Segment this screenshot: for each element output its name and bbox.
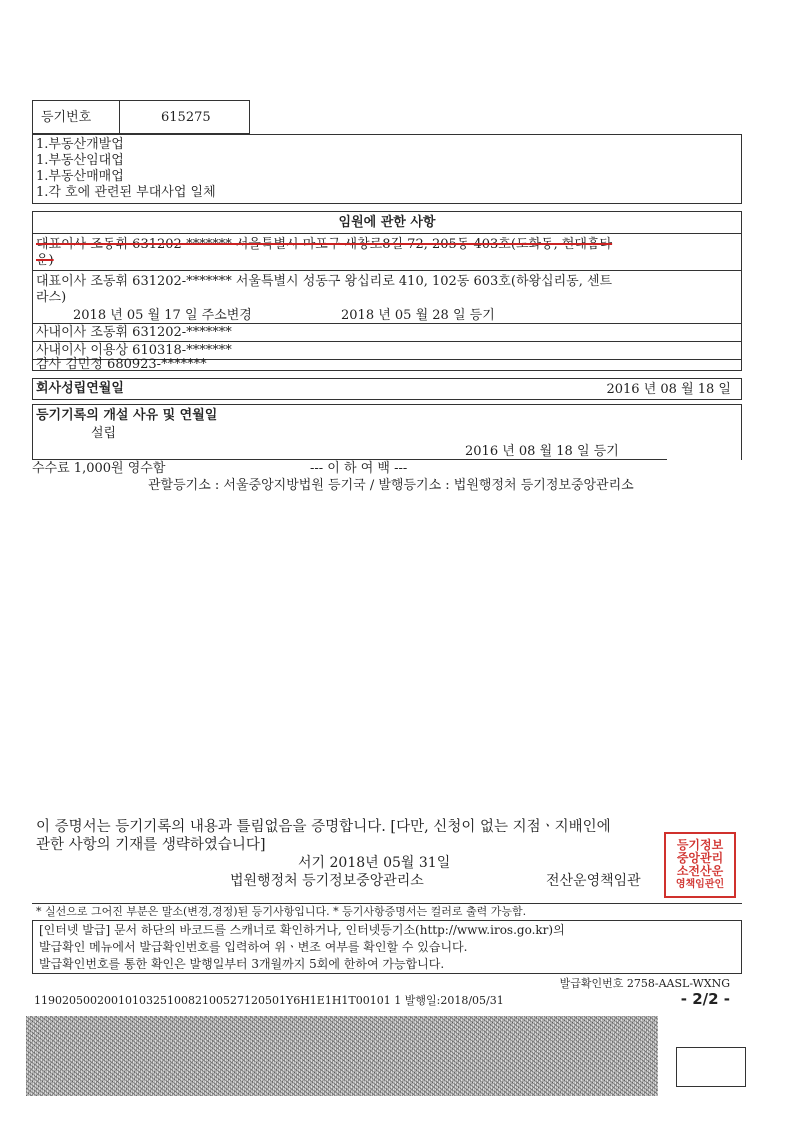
2d-barcode <box>26 1016 658 1096</box>
responsible-officer: 전산운영책임관 <box>546 873 641 889</box>
establishment-date: 2016 년 08 월 18 일 <box>606 382 731 397</box>
blank-marker: --- 이 하 여 백 --- <box>310 461 408 476</box>
struck-officer-line-cont: 운) <box>36 253 54 268</box>
issuing-office: 법원행정처 등기정보중앙관리소 <box>230 873 424 889</box>
record-date: 2016 년 08 월 18 일 등기 <box>465 444 619 459</box>
seal-text: 소전산운 <box>676 864 724 878</box>
registry-number: 615275 <box>161 110 211 125</box>
registry-label: 등기번호 <box>41 110 92 125</box>
divider <box>32 903 742 904</box>
officers-box <box>32 211 742 371</box>
seal-text: 중앙관리 <box>676 851 724 865</box>
officers-heading: 임원에 관한 사항 <box>338 215 436 230</box>
barcode-corner-box <box>676 1047 746 1087</box>
certification-line: 이 증명서는 등기기록의 내용과 틀림없음을 증명합니다. [다만, 신청이 없는 지점ㆍ지배인에 <box>36 819 611 835</box>
page-number: - 2/2 - <box>680 990 730 1008</box>
purpose-item: 1.부동산매매업 <box>36 169 124 184</box>
certification-line-cont: 관한 사항의 기재를 생략하였습니다] <box>36 837 266 853</box>
purpose-item: 1.부동산임대업 <box>36 153 124 168</box>
internet-notice-box <box>32 920 742 974</box>
record-label: 등기기록의 개설 사유 및 연월일 <box>36 408 218 423</box>
director-line: 사내이사 조동휘 631202-******* <box>36 325 232 340</box>
divider <box>33 233 741 234</box>
divider <box>32 459 667 460</box>
rep-director-line-cont: 라스) <box>36 290 67 305</box>
struck-officer-line: 대표이사 조동휘 631202-******* 서울특별시 마포구 새창로8길 72, 205동 403호(도화동, 현대홈타 <box>36 237 613 252</box>
purpose-item: 1.각 호에 관련된 부대사업 일체 <box>36 185 216 200</box>
divider <box>33 323 741 324</box>
registry-offices: 관할등기소 : 서울중앙지방법원 등기국 / 발행등기소 : 법원행정처 등기정보중앙관리소 <box>148 478 634 493</box>
divider <box>33 270 741 271</box>
rep-director-line: 대표이사 조동휘 631202-******* 서울특별시 성동구 왕십리로 410, 102동 603호(하왕십리동, 센트 <box>36 274 613 289</box>
auditor-line: 감사 김민정 680923-******* <box>36 357 207 372</box>
registry-number-box <box>32 100 250 134</box>
address-change-registration: 2018 년 05 월 28 일 등기 <box>341 308 495 323</box>
record-reason: 설립 <box>91 426 117 441</box>
purposes-box <box>32 134 742 204</box>
document-code: 119020500200101032510082100527120501Y6H1E1H1T00101 1 발행일:2018/05/31 <box>34 994 504 1007</box>
establishment-box <box>32 378 742 400</box>
seal-text: 영책임관인 <box>675 879 725 890</box>
record-box <box>32 404 742 460</box>
strike-note: * 실선으로 그어진 부분은 말소(변경,경정)된 등기사항입니다. * 등기사항증명서는 컬러로 출력 가능함. <box>36 905 527 918</box>
purpose-item: 1.부동산개발업 <box>36 137 124 152</box>
issue-confirmation-number: 발급확인번호 2758-AASL-WXNG <box>559 977 730 990</box>
certification-block <box>36 818 748 906</box>
address-change-date: 2018 년 05 월 17 일 주소변경 <box>73 308 252 323</box>
official-seal-stamp <box>664 832 736 898</box>
internet-notice-line: 발급확인 메뉴에서 발급확인번호를 입력하여 위ㆍ변조 여부를 확인할 수 있습니다. <box>39 940 468 954</box>
fee-text: 수수료 1,000원 영수함 <box>32 461 166 476</box>
seal-text: 등기정보 <box>676 838 724 852</box>
certification-date: 서기 2018년 05월 31일 <box>298 855 451 871</box>
director-line: 사내이사 이용상 610318-******* <box>36 343 232 358</box>
divider <box>33 341 741 342</box>
internet-notice-line: 발급확인번호를 통한 확인은 발행일부터 3개월까지 5회에 한하여 가능합니다. <box>39 957 445 971</box>
internet-notice-line: [인터넷 발급] 문서 하단의 바코드를 스캐너로 확인하거나, 인터넷등기소(http://www.iros.go.kr)의 <box>39 923 565 937</box>
establishment-label: 회사성립연월일 <box>36 381 124 396</box>
